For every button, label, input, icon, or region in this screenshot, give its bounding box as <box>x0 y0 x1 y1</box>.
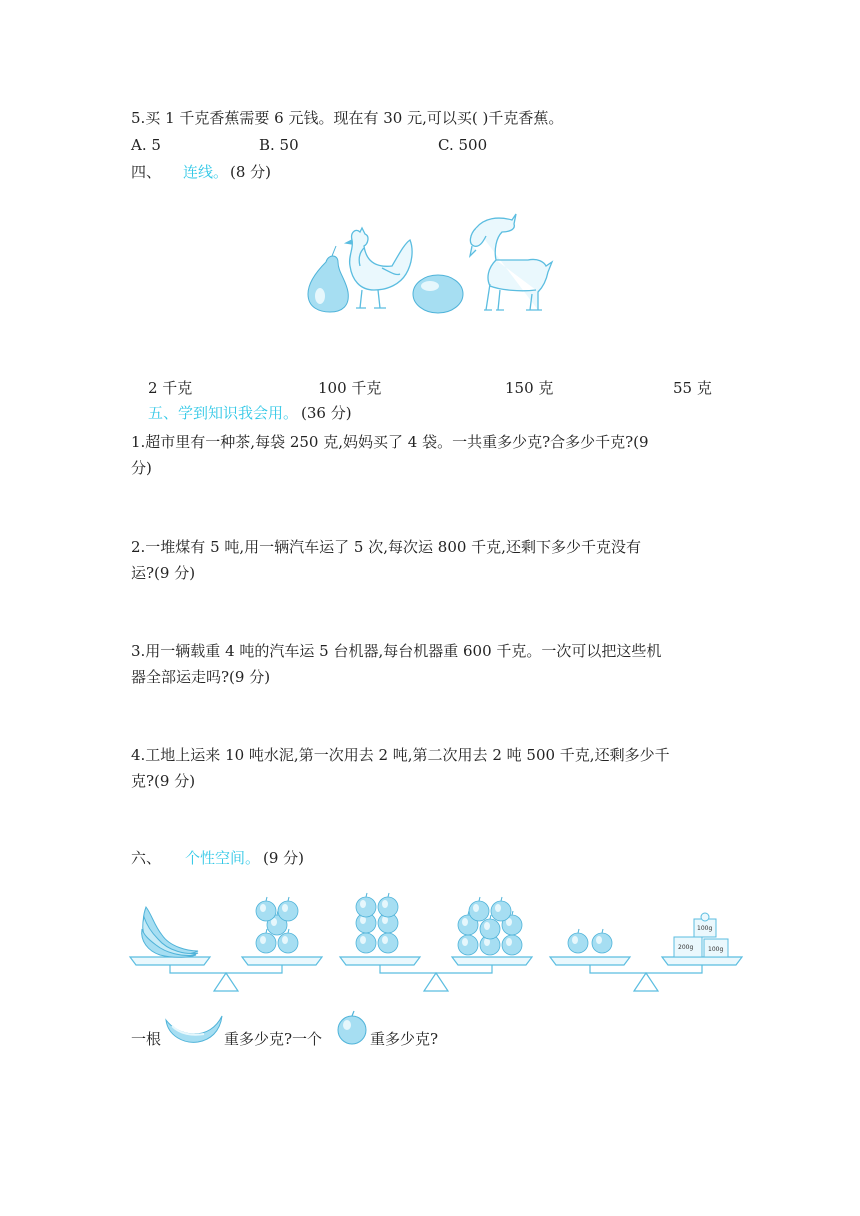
balance-scale-1 <box>130 897 322 991</box>
section-5-score: (36 分) <box>301 404 352 422</box>
section-6-score: (9 分) <box>263 849 305 867</box>
problem-3-line-1: 3.用一辆载重 4 吨的汽车运 5 台机器,每台机器重 600 千克。一次可以把这些机 <box>131 642 662 660</box>
final-question-part-2: 重多少克?一个 <box>224 1030 323 1048</box>
option-c: C. 500 <box>438 136 488 154</box>
apple-icon <box>336 1010 368 1046</box>
question-5: 5.买 1 千克香蕉需要 6 元钱。现在有 30 元,可以买( )千克香蕉。 <box>131 109 564 127</box>
weight-100g-label: 100g <box>697 925 713 932</box>
section-4-score: (8 分) <box>230 163 272 181</box>
problem-2-line-1: 2.一堆煤有 5 吨,用一辆汽车运了 5 次,每次运 800 千克,还剩下多少千克没有 <box>131 538 641 556</box>
section-5-title: 五、学到知识我会用。 <box>148 404 299 422</box>
weight-label: 2 千克 <box>148 379 193 397</box>
weight-200g-label: 200g <box>678 944 694 951</box>
section-6-number: 六、 <box>131 849 162 867</box>
option-b: B. 50 <box>259 136 299 154</box>
goat-icon <box>470 214 552 310</box>
balance-scale-2 <box>340 893 532 991</box>
objects-illustration <box>300 210 560 320</box>
pear-icon <box>308 246 348 312</box>
problem-3-line-2: 器全部运走吗?(9 分) <box>131 668 271 686</box>
weight-100g-label: 100g <box>708 946 724 953</box>
weight-label: 150 克 <box>505 379 554 397</box>
weight-label: 100 千克 <box>318 379 382 397</box>
section-4-title: 连线。 <box>183 163 229 181</box>
apples-icon <box>356 893 398 953</box>
section-4-number: 四、 <box>131 163 162 181</box>
problem-2-line-2: 运?(9 分) <box>131 564 196 582</box>
apples-icon <box>568 929 612 953</box>
apples-icon <box>256 897 298 953</box>
problem-1-line-2: 分) <box>131 459 152 477</box>
option-a: A. 5 <box>131 136 161 154</box>
final-question-part-1: 一根 <box>131 1030 162 1048</box>
egg-icon <box>413 275 463 313</box>
problem-4-line-1: 4.工地上运来 10 吨水泥,第一次用去 2 吨,第二次用去 2 吨 500 千克,还剩多少千 <box>131 746 670 764</box>
banana-bunch-icon <box>142 907 198 957</box>
weight-label: 55 克 <box>673 379 712 397</box>
section-6-title: 个性空间。 <box>185 849 261 867</box>
apples-icon <box>458 897 522 955</box>
weights-icon <box>674 913 728 957</box>
hen-icon <box>346 228 412 308</box>
banana-icon <box>162 1012 224 1046</box>
balance-scales-illustration <box>128 895 744 1005</box>
problem-4-line-2: 克?(9 分) <box>131 772 196 790</box>
final-question-part-3: 重多少克? <box>370 1030 439 1048</box>
problem-1-line-1: 1.超市里有一种茶,每袋 250 克,妈妈买了 4 袋。一共重多少克?合多少千克?(9 <box>131 433 649 451</box>
balance-scale-3 <box>550 913 742 991</box>
